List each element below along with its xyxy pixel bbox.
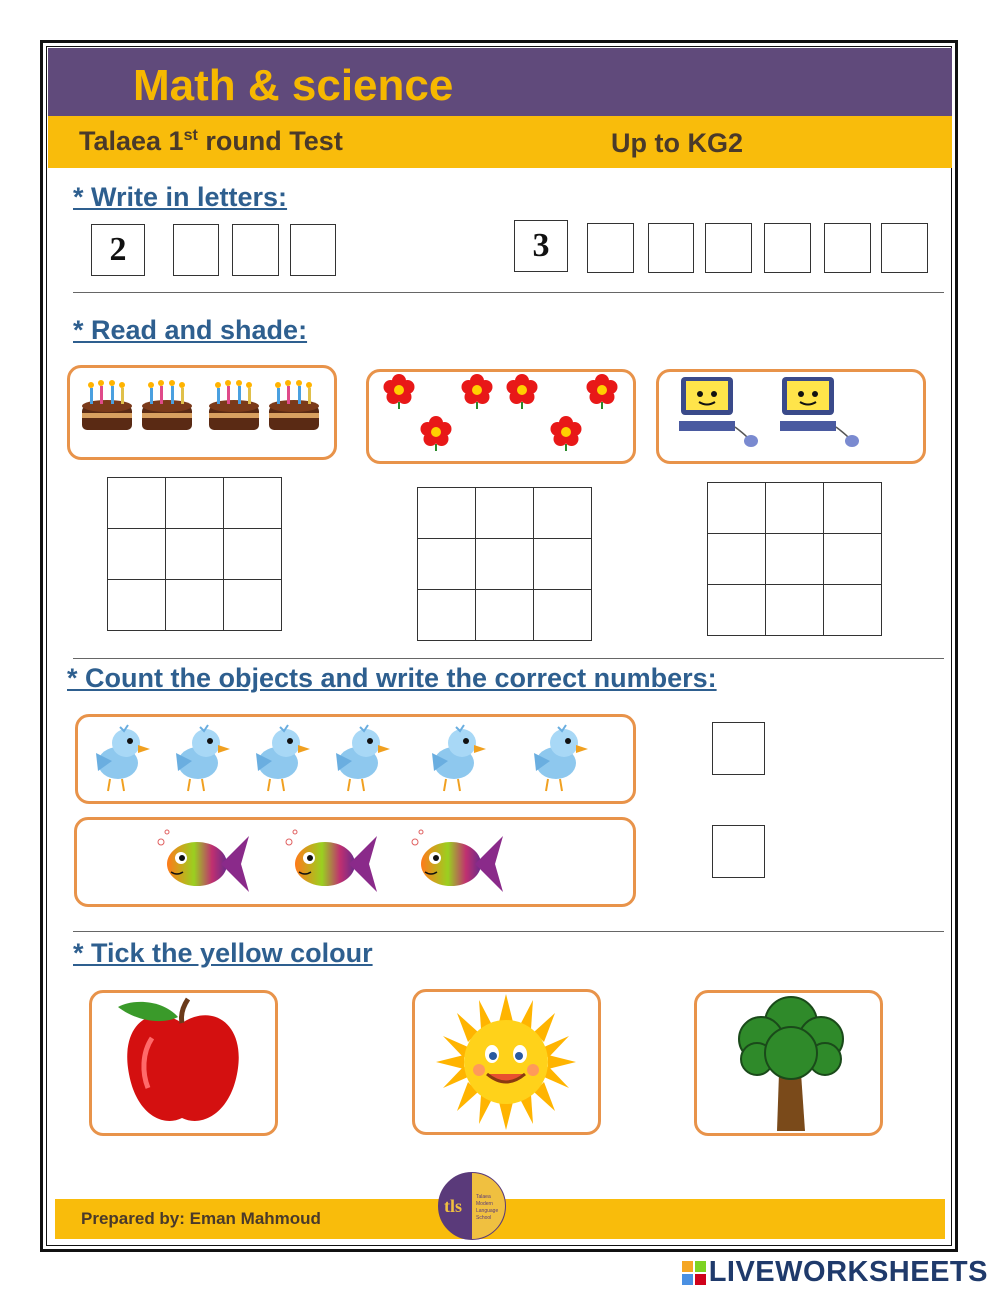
section-divider — [73, 931, 944, 932]
number-box-2: 2 — [91, 224, 145, 276]
letter-box[interactable] — [173, 224, 219, 276]
letter-box[interactable] — [881, 223, 928, 273]
section-divider — [73, 292, 944, 293]
answer-box-fish[interactable] — [712, 825, 765, 878]
test-name-rest: round Test — [197, 126, 343, 156]
letter-box[interactable] — [232, 224, 279, 276]
letter-box[interactable] — [290, 224, 336, 276]
shade-cell[interactable] — [534, 539, 592, 590]
answer-box-birds[interactable] — [712, 722, 765, 775]
shade-grid-flowers — [417, 487, 592, 641]
cakes-illustration — [70, 368, 334, 457]
computer-icon — [780, 377, 859, 447]
bird-icon — [336, 725, 390, 791]
bird-icon — [256, 725, 310, 791]
svg-text:tls: tls — [444, 1196, 462, 1216]
flower-icon — [384, 374, 415, 409]
cakes-picture-box — [67, 365, 337, 460]
brand-name: LIVEWORKSHEETS — [708, 1256, 988, 1288]
heading-read-shade: * Read and shade: — [73, 315, 308, 345]
letter-box[interactable] — [764, 223, 811, 273]
shade-cell[interactable] — [224, 580, 282, 631]
bird-icon — [432, 725, 486, 791]
bird-icon — [534, 725, 588, 791]
shade-cell[interactable] — [108, 529, 166, 580]
cake-icon — [142, 380, 192, 430]
computers-picture-box — [656, 369, 926, 464]
svg-text:School: School — [476, 1215, 492, 1221]
tree-icon — [697, 993, 880, 1133]
shade-cell[interactable] — [166, 580, 224, 631]
shade-cell[interactable] — [108, 580, 166, 631]
shade-cell[interactable] — [708, 534, 766, 585]
letter-box[interactable] — [824, 223, 871, 273]
bird-icon — [96, 725, 150, 791]
section-divider — [73, 658, 944, 659]
test-name-sup: st — [183, 127, 198, 144]
shade-cell[interactable] — [418, 488, 476, 539]
shade-cell[interactable] — [534, 488, 592, 539]
cake-icon — [82, 380, 132, 430]
letter-box[interactable] — [648, 223, 694, 273]
flowers-illustration — [369, 372, 633, 461]
shade-cell[interactable] — [766, 483, 824, 534]
letter-box[interactable] — [587, 223, 634, 273]
shade-cell[interactable] — [708, 585, 766, 636]
svg-text:Language: Language — [476, 1208, 499, 1214]
school-logo-icon — [432, 1172, 512, 1240]
shade-cell[interactable] — [476, 539, 534, 590]
birds-illustration — [78, 717, 633, 801]
fish-icon — [158, 830, 249, 892]
computers-illustration — [659, 372, 923, 461]
heading-tick-yellow: * Tick the yellow colour — [73, 938, 373, 968]
letter-box[interactable] — [705, 223, 752, 273]
cake-icon — [209, 380, 259, 430]
flower-icon — [507, 374, 538, 409]
flower-icon — [462, 374, 493, 409]
shade-cell[interactable] — [418, 539, 476, 590]
page-title: Math & science — [133, 61, 454, 110]
shade-cell[interactable] — [766, 585, 824, 636]
sun-icon — [415, 992, 598, 1132]
shade-cell[interactable] — [108, 478, 166, 529]
flower-icon — [551, 416, 582, 451]
shade-cell[interactable] — [476, 488, 534, 539]
svg-text:Talaea: Talaea — [476, 1194, 491, 1200]
test-level: Up to KG2 — [611, 128, 743, 158]
test-name-main: Talaea 1 — [79, 126, 184, 156]
fish-icon — [286, 830, 377, 892]
shade-cell[interactable] — [166, 529, 224, 580]
shade-cell[interactable] — [824, 585, 882, 636]
birds-picture-box — [75, 714, 636, 804]
shade-cell[interactable] — [824, 483, 882, 534]
heading-count-objects: * Count the objects and write the correct numbers: — [67, 663, 717, 693]
fish-icon — [412, 830, 503, 892]
fish-illustration — [77, 820, 633, 904]
shade-grid-computers — [707, 482, 882, 636]
shade-cell[interactable] — [708, 483, 766, 534]
shade-grid-cakes — [107, 477, 282, 631]
shade-cell[interactable] — [418, 590, 476, 641]
liveworksheets-logo-icon — [682, 1261, 706, 1285]
apple-picture-box[interactable] — [89, 990, 278, 1136]
prepared-by: Prepared by: Eman Mahmoud — [81, 1209, 321, 1228]
bird-icon — [176, 725, 230, 791]
liveworksheets-brand — [682, 1256, 988, 1289]
shade-cell[interactable] — [166, 478, 224, 529]
svg-text:Modern: Modern — [476, 1201, 493, 1207]
fish-picture-box — [74, 817, 636, 907]
apple-icon — [92, 993, 275, 1133]
flowers-picture-box — [366, 369, 636, 464]
tree-picture-box[interactable] — [694, 990, 883, 1136]
shade-cell[interactable] — [534, 590, 592, 641]
cake-icon — [269, 380, 319, 430]
shade-cell[interactable] — [224, 529, 282, 580]
shade-cell[interactable] — [766, 534, 824, 585]
shade-cell[interactable] — [824, 534, 882, 585]
flower-icon — [421, 416, 452, 451]
number-box-3: 3 — [514, 220, 568, 272]
flower-icon — [587, 374, 618, 409]
shade-cell[interactable] — [224, 478, 282, 529]
school-logo — [432, 1172, 512, 1240]
computer-icon — [679, 377, 758, 447]
heading-write-letters: * Write in letters: — [73, 182, 288, 212]
test-name — [79, 128, 343, 155]
sun-picture-box[interactable] — [412, 989, 601, 1135]
shade-cell[interactable] — [476, 590, 534, 641]
